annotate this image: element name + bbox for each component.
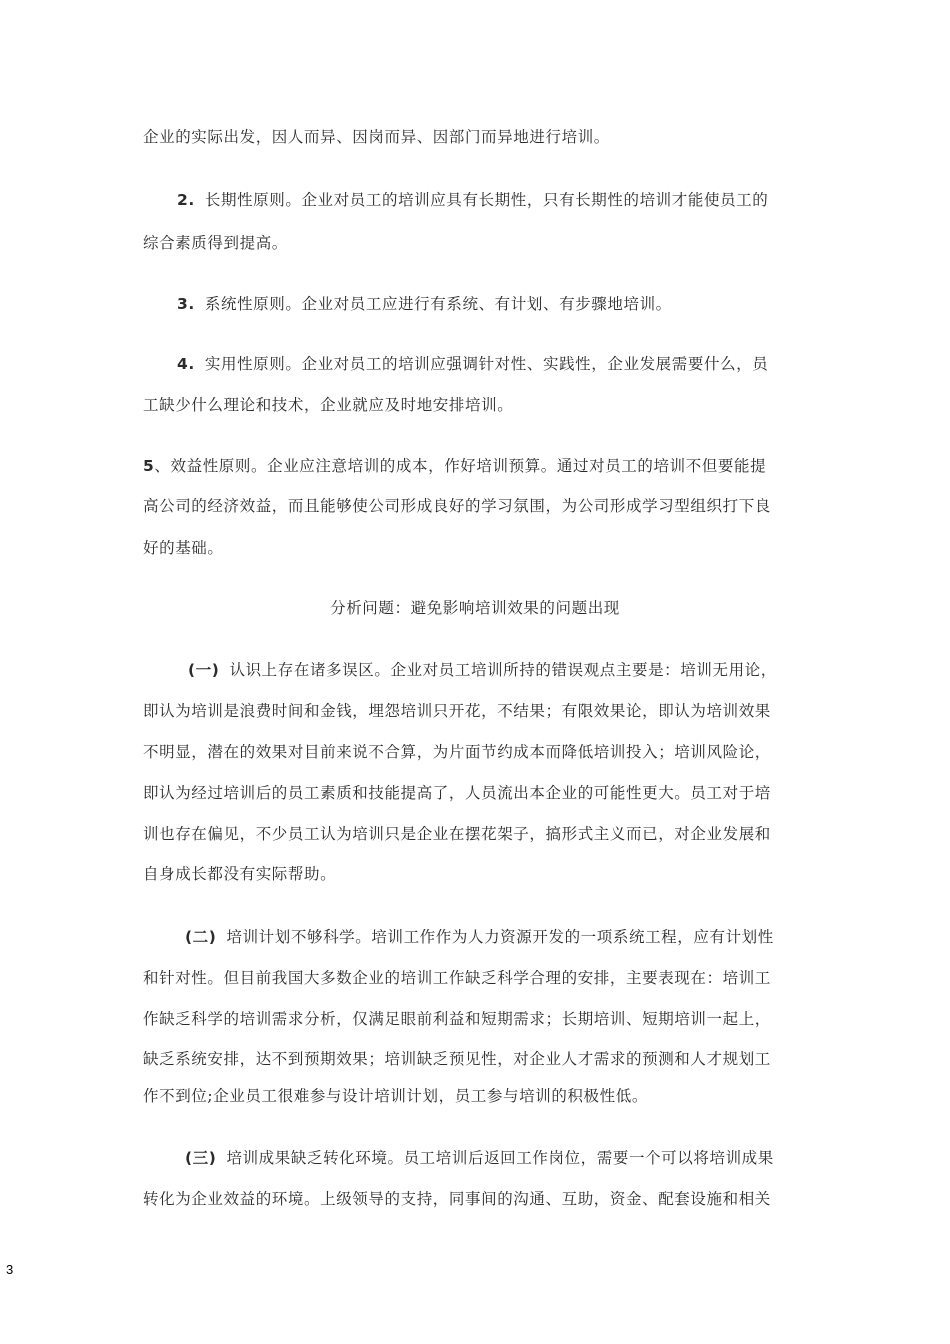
paragraph-line: 自身成长都没有实际帮助。 (143, 865, 337, 883)
paragraph-line: 即认为培训是浪费时间和金钱，埋怨培训只开花，不结果；有限效果论，即认为培训效果 (143, 702, 771, 720)
paragraph-line: 不明显，潜在的效果对目前来说不合算，为片面节约成本而降低培训投入；培训风险论， (143, 743, 771, 761)
paragraph-line (188, 660, 868, 680)
paragraph-line: 即认为经过培训后的员工素质和技能提高了，人员流出本企业的可能性更大。员工对于培 (143, 784, 771, 802)
list-number: (一) (188, 661, 220, 679)
paragraph-text: 培训成果缺乏转化环境。员工培训后返回工作岗位，需要一个可以将培训成果 (226, 1149, 774, 1167)
paragraph-line: 作不到位;企业员工很难参与设计培训计划，员工参与培训的积极性低。 (143, 1087, 648, 1105)
paragraph-line: 好的基础。 (143, 539, 224, 557)
page-number: 3 (6, 1262, 14, 1277)
list-number: (二) (185, 928, 217, 946)
list-number: 2. (177, 191, 195, 209)
paragraph-line (177, 294, 857, 314)
list-number: (三) (185, 1149, 217, 1167)
paragraph-line: 工缺少什么理论和技术，企业就应及时地安排培训。 (143, 396, 514, 414)
paragraph-line (185, 927, 865, 947)
list-number: 5 (143, 457, 155, 475)
paragraph-line: 作缺乏科学的培训需求分析，仅满足眼前利益和短期需求；长期培训、短期培训一起上， (143, 1010, 771, 1028)
list-number: 4. (177, 355, 195, 373)
paragraph-text: 培训计划不够科学。培训工作作为人力资源开发的一项系统工程，应有计划性 (226, 928, 774, 946)
paragraph-line: 综合素质得到提高。 (143, 234, 288, 252)
paragraph-line: 高公司的经济效益，而且能够使公司形成良好的学习氛围，为公司形成学习型组织打下良 (143, 497, 771, 515)
paragraph-line: 企业的实际出发，因人而异、因岗而异、因部门而异地进行培训。 (143, 128, 610, 146)
paragraph-text: 系统性原则。企业对员工应进行有系统、有计划、有步骤地培训。 (204, 295, 672, 313)
paragraph-text: 认识上存在诸多误区。企业对员工培训所持的错误观点主要是：培训无用论， (229, 661, 777, 679)
paragraph-line (185, 1148, 865, 1168)
paragraph-text: 长期性原则。企业对员工的培训应具有长期性，只有长期性的培训才能使员工的 (204, 191, 769, 209)
paragraph-line: 和针对性。但目前我国大多数企业的培训工作缺乏科学合理的安排，主要表现在：培训工 (143, 969, 771, 987)
section-heading: 分析问题：避免影响培训效果的问题出现 (330, 599, 620, 617)
paragraph-line: 训也存在偏见，不少员工认为培训只是企业在摆花架子，搞形式主义而已，对企业发展和 (143, 825, 771, 843)
paragraph-line (177, 190, 857, 210)
paragraph-line: 转化为企业效益的环境。上级领导的支持，同事间的沟通、互助，资金、配套设施和相关 (143, 1190, 771, 1208)
paragraph-line (177, 354, 857, 374)
paragraph-text: 实用性原则。企业对员工的培训应强调针对性、实践性，企业发展需要什么，员 (204, 355, 769, 373)
paragraph-line: 缺乏系统安排，达不到预期效果；培训缺乏预见性，对企业人才需求的预测和人才规划工 (143, 1050, 771, 1068)
paragraph-line (143, 456, 823, 476)
paragraph-text: 、效益性原则。企业应注意培训的成本，作好培训预算。通过对员工的培训不但要能提 (154, 457, 767, 475)
list-number: 3. (177, 295, 195, 313)
